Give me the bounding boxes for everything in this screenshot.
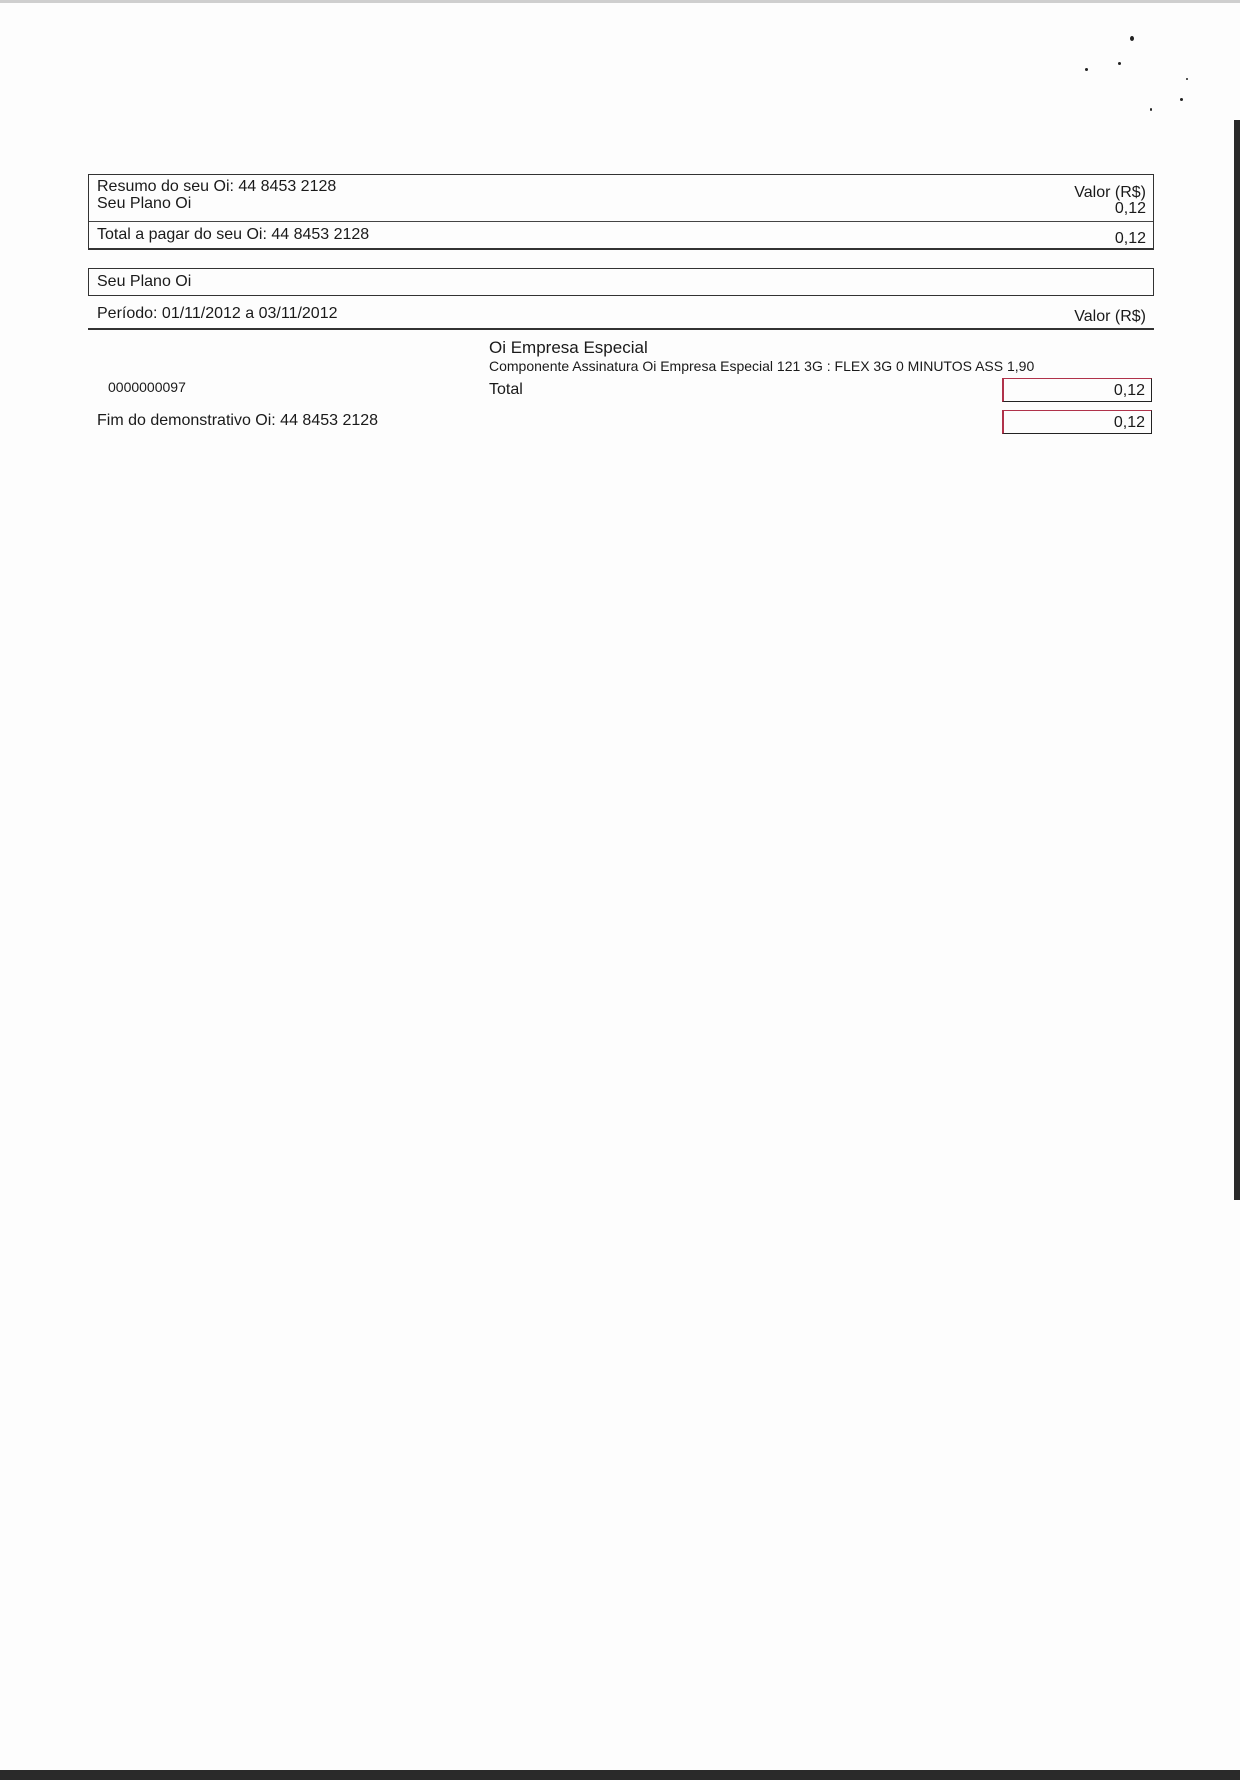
scan-edge-top — [0, 0, 1240, 3]
summary-total-value: 0,12 — [1114, 230, 1146, 247]
plan-total-label: Total — [489, 381, 523, 398]
end-of-statement-label: Fim do demonstrativo Oi: 44 8453 2128 — [97, 412, 379, 429]
period-rule — [88, 328, 1154, 330]
plan-heading-box — [88, 268, 1154, 296]
plan-period: Período: 01/11/2012 a 03/11/2012 — [97, 305, 338, 322]
scan-speck — [1130, 36, 1134, 41]
summary-plan-label: Seu Plano Oi — [97, 195, 192, 212]
scan-speck — [1186, 78, 1188, 80]
scan-speck — [1118, 62, 1121, 65]
summary-column-header: Valor (R$) — [1074, 184, 1146, 201]
summary-plan-value: 0,12 — [1114, 200, 1146, 217]
scan-speck — [1180, 98, 1183, 101]
component-description: Componente Assinatura Oi Empresa Especial 121 3G : FLEX 3G 0 MINUTOS ASS 1,90 — [489, 358, 1035, 374]
plan-column-header: Valor (R$) — [1074, 308, 1146, 325]
summary-divider — [89, 221, 1153, 222]
summary-total-label: Total a pagar do seu Oi: 44 8453 2128 — [97, 226, 370, 243]
plan-total-value: 0,12 — [1002, 378, 1152, 402]
scan-edge-bottom — [0, 1770, 1240, 1780]
summary-title: Resumo do seu Oi: 44 8453 2128 — [97, 178, 337, 195]
plan-heading: Seu Plano Oi — [97, 273, 192, 290]
product-name: Oi Empresa Especial — [489, 338, 648, 357]
scan-edge-right — [1234, 120, 1240, 1200]
scan-speck — [1085, 68, 1088, 71]
summary-bottom-rule — [88, 248, 1154, 250]
end-of-statement-value: 0,12 — [1002, 410, 1152, 434]
item-code: 0000000097 — [108, 379, 186, 395]
scan-speck — [1150, 108, 1152, 111]
